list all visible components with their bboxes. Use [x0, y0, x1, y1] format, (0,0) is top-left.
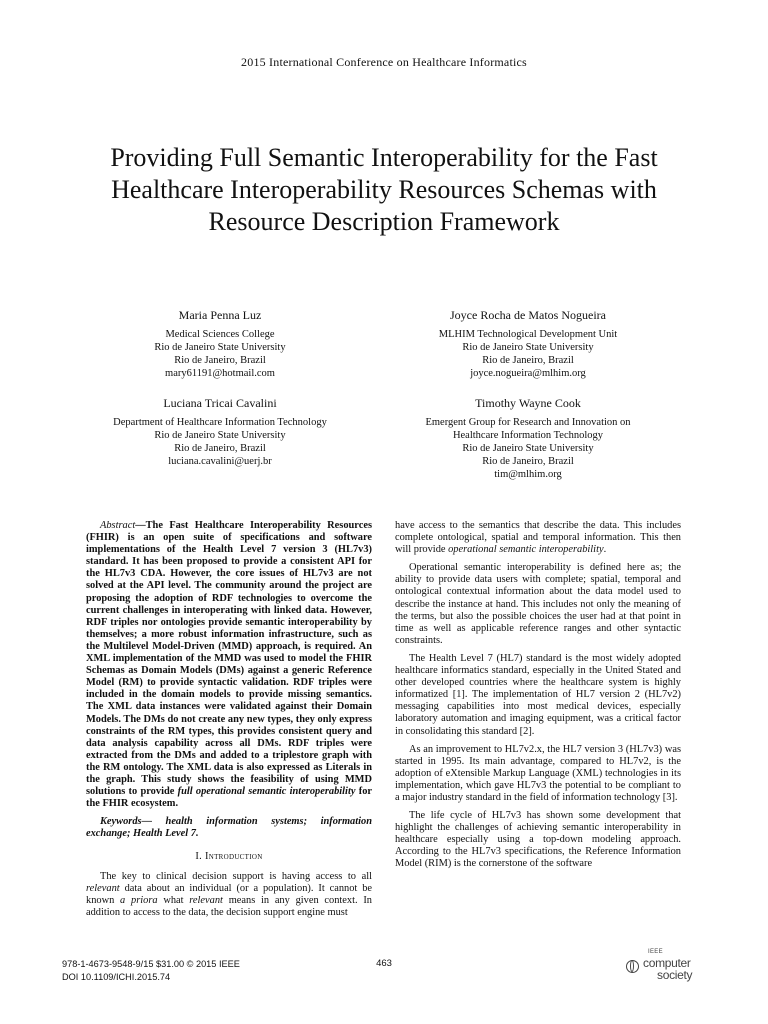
author-location: Rio de Janeiro, Brazil: [482, 355, 574, 366]
paper-title: [60, 142, 708, 238]
text-run: have access to the semantics that describe the data. This includes complete ontological, spatial and temporal information. This then will provide: [395, 520, 681, 556]
text-run: .: [603, 544, 607, 556]
body-paragraph: As an improvement to HL7v2.x, the HL7 version 3 (HL7v3) was started in 1995. Its main advantage, compared to HL7v2, is the adoption of eXtensible Markup Language (XML) technologies in its implementation, which gave HL7v3 the potential to be compliant to a major industry standard in the field of information technology [3].: [395, 743, 681, 803]
body-paragraph: The life cycle of HL7v3 has shown some development that highlight the challenges of achieving semantic interoperability in healthcare especially using a top-down modeling approach. According to the HL7v3 specifications, the Reference Information Model (RIM) is the cornerstone of the software: [395, 810, 681, 870]
author-affiliation: Healthcare Information Technology: [452, 430, 604, 441]
title-line: Healthcare Interoperability Resources Schemas with: [111, 175, 657, 204]
logo-text-computer: computer: [643, 956, 691, 970]
author-email: tim@mlhim.org: [494, 469, 562, 480]
footer-isbn: 978-1-4673-9548-9/15 $31.00 © 2015 IEEE: [62, 959, 240, 969]
body-paragraph: Operational semantic interoperability is defined here as; the ability to provide data users with complete; spatial, temporal and ontological contextual information about the data model used to describe the instance at hand. This includes not only the meaning of the terms, but also the possible choices the user had at that point in time as well as applicable reference ranges and other syntactic constraints.: [395, 562, 681, 646]
footer-doi: DOI 10.1109/ICHI.2015.74: [62, 972, 171, 982]
author-affiliation: Rio de Janeiro State University: [154, 342, 286, 353]
section-heading-introduction: I. Introduction: [195, 851, 263, 863]
abstract-label: Abstract: [100, 520, 136, 531]
author-block: [388, 397, 668, 481]
logo-text-ieee: IEEE: [648, 949, 663, 955]
author-email: mary61191@hotmail.com: [165, 368, 275, 379]
author-affiliation: MLHIM Technological Development Unit: [438, 329, 618, 340]
author-affiliation: Rio de Janeiro State University: [462, 342, 594, 353]
title-line: Resource Description Framework: [208, 207, 560, 236]
title-line: Providing Full Semantic Interoperability for the Fast: [110, 143, 658, 172]
text-run-italic: a priora: [120, 894, 158, 906]
author-location: Rio de Janeiro, Brazil: [174, 355, 266, 366]
footer-citation: [62, 958, 240, 984]
author-affiliation: Department of Healthcare Information Technology: [113, 417, 327, 428]
keywords: Keywords— health information systems; information exchange; Health Level 7.: [86, 816, 372, 840]
author-name: Joyce Rocha de Matos Nogueira: [450, 308, 606, 322]
abstract-dash: —: [135, 520, 146, 531]
author-block: [398, 309, 658, 380]
left-column: [86, 520, 372, 925]
author-location: Rio de Janeiro, Brazil: [174, 443, 266, 454]
author-affiliation: Medical Sciences College: [165, 329, 275, 340]
text-run-italic: relevant: [189, 894, 223, 906]
author-name: Luciana Tricai Cavalini: [163, 396, 277, 410]
abstract: [86, 520, 372, 810]
page-number: 463: [376, 958, 392, 969]
author-block: [90, 309, 350, 380]
text-run-italic: operational semantic interoperability: [448, 544, 604, 556]
abstract-text: The Fast Healthcare Interoperability Resources (FHIR) is an open suite of specifications and software implementations of the Health Level 7 version 3 (HL7v3) standard. It has been proposed to provide a consistent API for the HL7v3 CDA. However, the core issues of HL7v3 are not solved at the API level. The community around the project are proposing the adoption of RDF technologies to overcome the current challenges in interoperating with linked data. However, RDF triples nor ontologies provide semantic interoperability by themselves; a more robust information infrastructure, such as the Multilevel Model-Driven (MMD) approach, is required. An XML implementation of the MMD was used to model the FHIR Schemas as Domain Models (DMs) against a generic Reference Model (RM) to provide syntactic validation. RDF triples were included in the domain models to provide missing semantics. The XML data instances were validated against their Domain Models. The DMs do not create any new types, they only express constraints of the RM types, this provides consistent query and data analysis capability across all DMs. RDF triples were extracted from the DMs and added to a triplestore graph with the RM ontology. The XML data is also expressed as Literals in the graph. This study shows the feasibility of using MMD solutions to provide: [86, 520, 372, 798]
text-run: what: [157, 894, 190, 906]
author-affiliation: Rio de Janeiro State University: [462, 443, 594, 454]
logo-text-society: society: [657, 968, 693, 982]
intro-paragraph: [86, 871, 372, 919]
text-run: The key to clinical decision support is having access to all: [100, 870, 372, 882]
author-email: joyce.nogueira@mlhim.org: [470, 368, 586, 379]
right-column: [395, 520, 681, 877]
text-run: means in any given context. In addition to access to the data, the decision support engine must: [86, 894, 372, 918]
globe-icon: [626, 960, 639, 973]
author-block: [80, 397, 360, 468]
author-affiliation: Emergent Group for Research and Innovation on: [425, 417, 631, 428]
author-email: luciana.cavalini@uerj.br: [168, 456, 272, 467]
text-run-italic: relevant: [86, 882, 120, 894]
author-name: Maria Penna Luz: [178, 308, 262, 322]
ieee-computer-society-logo: [626, 949, 702, 983]
abstract-emphasis: full operational semantic interoperability: [177, 786, 356, 798]
author-location: Rio de Janeiro, Brazil: [482, 456, 574, 467]
conference-header: 2015 International Conference on Healthcare Informatics: [241, 55, 527, 69]
body-paragraph: The Health Level 7 (HL7) standard is the most widely adopted healthcare informatics standard, especially in the United Stated and other developed countries where the healthcare system is highly informatized [1]. The implementation of HL7 version 2 (HL7v2) messaging capabilities into most medical devices, especially laboratory automation and imaging equipment, was a critical factor in consolidating this standard [2].: [395, 652, 681, 737]
author-affiliation: Rio de Janeiro State University: [154, 430, 286, 441]
text-run: data about an individual (or a population). It cannot be known: [86, 882, 372, 906]
body-paragraph: [395, 520, 681, 556]
abstract-tail: for the FHIR ecosystem.: [86, 786, 372, 810]
author-name: Timothy Wayne Cook: [475, 396, 581, 410]
